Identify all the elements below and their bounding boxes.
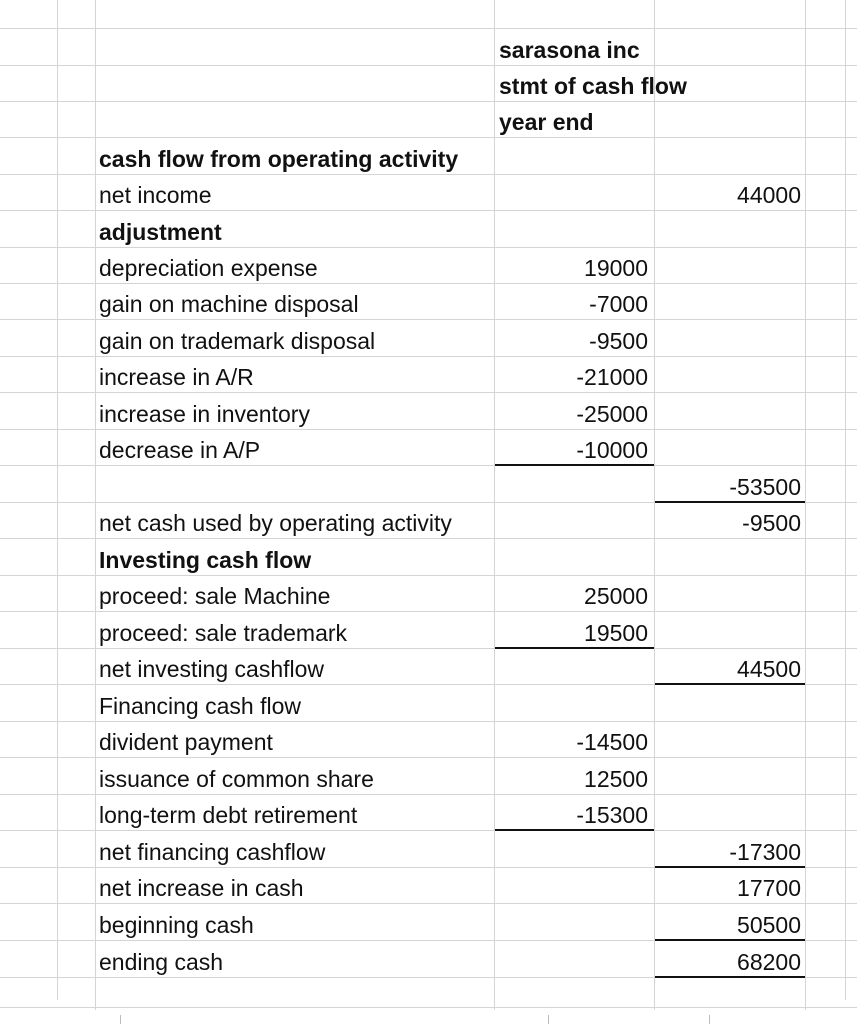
investing-item-label[interactable]: proceed: sale Machine <box>99 583 331 609</box>
grid-line <box>548 1015 549 1024</box>
financing-item-value[interactable]: 12500 <box>584 766 648 792</box>
sheet-row[interactable] <box>0 430 857 466</box>
beginning-cash-value[interactable]: 50500 <box>737 912 801 938</box>
sheet-row[interactable] <box>0 66 857 102</box>
adjustment-value[interactable]: 19000 <box>584 255 648 281</box>
adjustment-label[interactable]: depreciation expense <box>99 255 318 281</box>
sheet-row[interactable] <box>0 795 857 831</box>
sheet-row[interactable] <box>0 466 857 503</box>
sheet-row[interactable] <box>0 248 857 284</box>
sheet-row[interactable] <box>0 393 857 430</box>
statement-title[interactable]: stmt of cash flow <box>499 73 687 99</box>
grid-line <box>120 1015 121 1024</box>
adjustment-label[interactable]: increase in A/R <box>99 364 254 390</box>
net-income-label[interactable]: net income <box>99 182 212 208</box>
sheet-row[interactable] <box>0 503 857 539</box>
financing-item-label[interactable]: issuance of common share <box>99 766 374 792</box>
sheet-row[interactable] <box>0 758 857 795</box>
financing-net-value[interactable]: -17300 <box>729 839 801 865</box>
adjustment-value[interactable]: -10000 <box>576 437 648 463</box>
adjustment-label[interactable]: increase in inventory <box>99 401 310 427</box>
beginning-cash-label[interactable]: beginning cash <box>99 912 254 938</box>
investing-item-label[interactable]: proceed: sale trademark <box>99 620 348 646</box>
financing-heading[interactable]: Financing cash flow <box>99 693 301 719</box>
sheet-row[interactable] <box>0 576 857 612</box>
sheet-row[interactable] <box>0 612 857 649</box>
company-name[interactable]: sarasona inc <box>499 37 640 63</box>
sheet-row[interactable] <box>0 539 857 576</box>
adjustment-total-value[interactable]: -53500 <box>729 474 801 500</box>
sheet-row[interactable] <box>0 649 857 685</box>
net-income-value[interactable]: 44000 <box>737 182 801 208</box>
sheet-row[interactable] <box>0 868 857 904</box>
sheet-row[interactable] <box>0 138 857 175</box>
financing-item-label[interactable]: divident payment <box>99 729 273 755</box>
sheet-row[interactable] <box>0 0 857 29</box>
grid-line <box>709 1015 710 1024</box>
investing-item-value[interactable]: 25000 <box>584 583 648 609</box>
investing-net-label[interactable]: net investing cashflow <box>99 656 325 682</box>
adjustment-label[interactable]: decrease in A/P <box>99 437 261 463</box>
financing-item-value[interactable]: -14500 <box>576 729 648 755</box>
sheet-row[interactable] <box>0 722 857 758</box>
operating-heading[interactable]: cash flow from operating activity <box>99 146 459 172</box>
financing-item-value[interactable]: -15300 <box>576 802 648 828</box>
ending-cash-value[interactable]: 68200 <box>737 949 801 975</box>
adjustment-value[interactable]: -25000 <box>576 401 648 427</box>
sheet-row[interactable] <box>0 357 857 393</box>
net-increase-label[interactable]: net increase in cash <box>99 875 304 901</box>
sheet-row[interactable] <box>0 904 857 941</box>
operating-net-label[interactable]: net cash used by operating activity <box>99 510 452 536</box>
adjustment-heading[interactable]: adjustment <box>99 219 222 245</box>
adjustment-value[interactable]: -9500 <box>589 328 648 354</box>
adjustment-value[interactable]: -7000 <box>589 291 648 317</box>
investing-item-value[interactable]: 19500 <box>584 620 648 646</box>
sheet-row[interactable] <box>0 102 857 138</box>
sheet-row[interactable] <box>0 978 857 1008</box>
statement-period[interactable]: year end <box>499 109 594 135</box>
sheet-row[interactable] <box>0 685 857 722</box>
sheet-row[interactable] <box>0 29 857 66</box>
sheet-row[interactable] <box>0 831 857 868</box>
financing-net-label[interactable]: net financing cashflow <box>99 839 326 865</box>
investing-heading[interactable]: Investing cash flow <box>99 547 312 573</box>
sheet-row[interactable] <box>0 320 857 357</box>
ending-cash-label[interactable]: ending cash <box>99 949 224 975</box>
financing-item-label[interactable]: long-term debt retirement <box>99 802 358 828</box>
operating-net-value[interactable]: -9500 <box>742 510 801 536</box>
sheet-row[interactable] <box>0 211 857 248</box>
investing-net-value[interactable]: 44500 <box>737 656 801 682</box>
sheet-row[interactable] <box>0 175 857 211</box>
adjustment-label[interactable]: gain on machine disposal <box>99 291 359 317</box>
net-increase-value[interactable]: 17700 <box>737 875 801 901</box>
sheet-row[interactable] <box>0 284 857 320</box>
sheet-row[interactable] <box>0 941 857 978</box>
adjustment-value[interactable]: -21000 <box>576 364 648 390</box>
adjustment-label[interactable]: gain on trademark disposal <box>99 328 376 354</box>
